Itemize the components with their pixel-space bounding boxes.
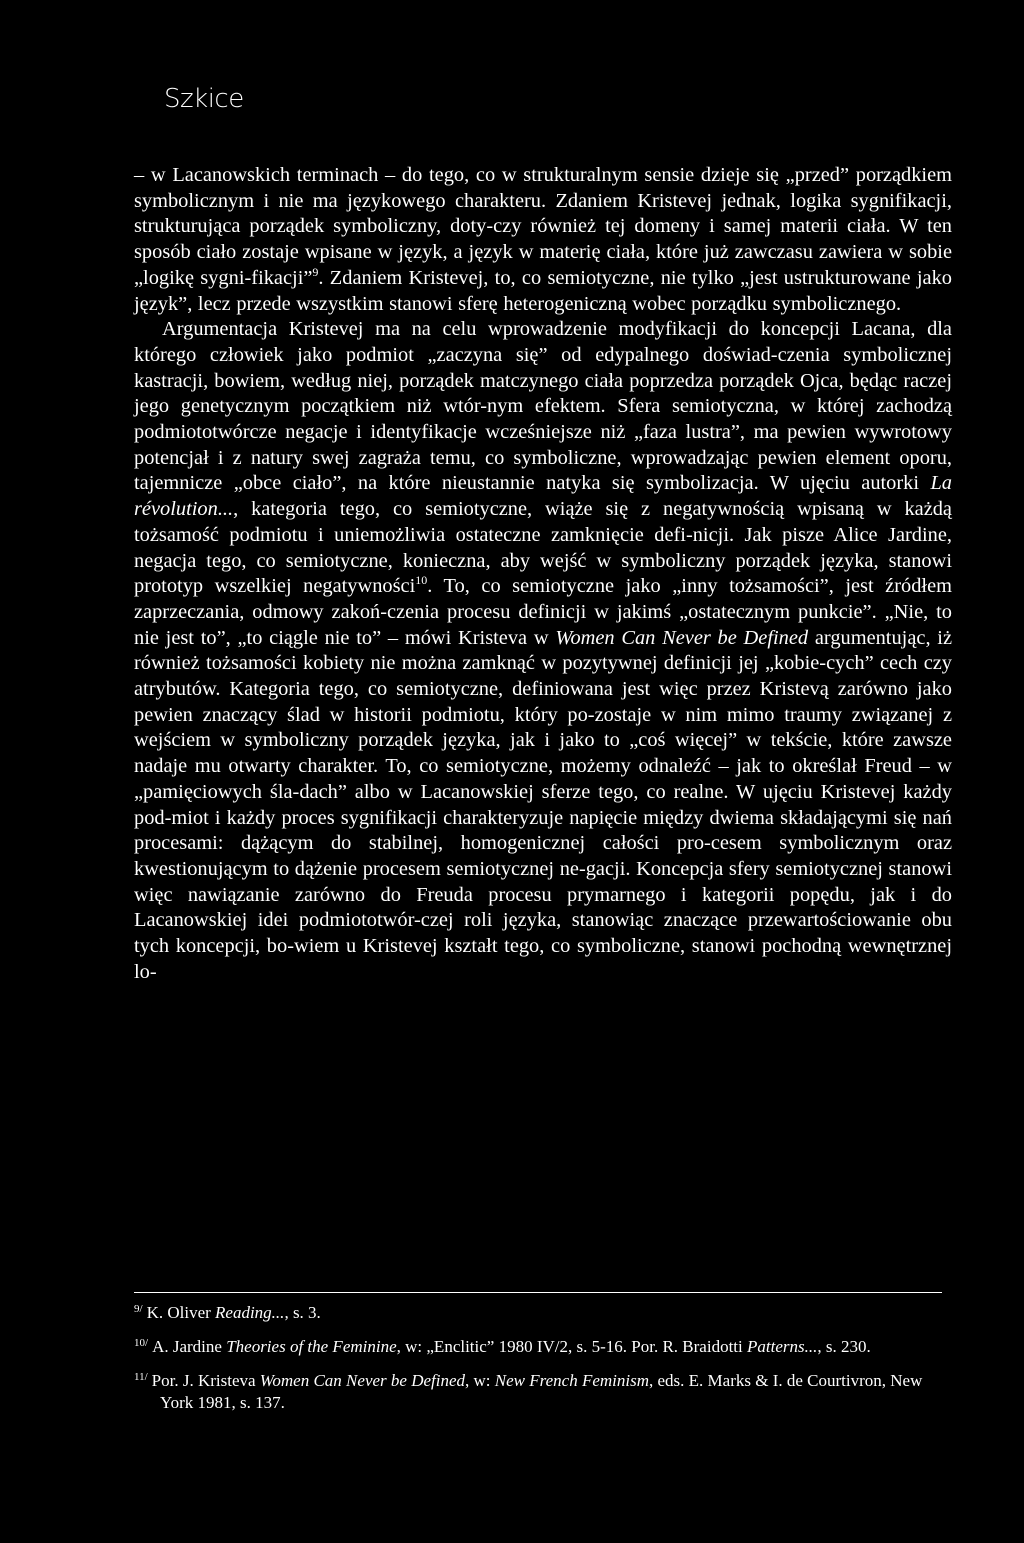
footnote-number: 9/ [134,1303,143,1315]
footnote-number: 11/ [134,1371,148,1383]
paragraph-2-title-women-can-never: Women Can Never be Defined [555,626,809,649]
paragraph-2-text-c: . To, co semiotyczne jako „inny tożsamości”, jest źródłem zaprzeczania, odmowy zakoń-czenia procesu definicji w jakimś „ostatecznym punkcie”. „Nie, to nie jest to”, „to ciągle nie to” – mówi Kristeva w [134,575,952,649]
main-text [134,163,952,986]
footnote-title: Patterns... [747,1337,818,1356]
footnote-text: , s. 230. [817,1337,871,1356]
paragraph-2-title-la-revolution: La révolution... [134,472,952,521]
footnote-text: A. Jardine [152,1337,227,1356]
footnote-text: , eds. E. Marks & I. de Courtivron, New York 1981, s. 137. [160,1371,923,1412]
paragraph-1 [134,163,952,317]
footnote-10 [134,1336,942,1358]
footnote-title: Women Can Never be Defined [259,1371,466,1390]
paragraph-2-text-b: , kategoria tego, co semiotyczne, wiąże się z negatywnością wpisaną w każdą tożsamość podmiotu i uniemożliwia ostateczne zamknięcie defi-nicji. Jak pisze Alice Jardine, negacja tego, co semiotyczne, konieczna, aby wejść w symboliczny porządek języka, stanowi prototyp wszelkiej negatywności [134,498,952,598]
footnote-text: , s. 3. [284,1303,321,1322]
footnote-text: , w: „Enclitic” 1980 IV/2, s. 5-16. Por. R. Braidotti [396,1337,747,1356]
section-title: Szkice [164,84,244,114]
paragraph-1-text-b: . Zdaniem Kristevej, to, co semiotyczne, nie tylko „jest ustrukturowane jako język”, lecz przede wszystkim stanowi sferę heterogeniczną wobec porządku symbolicznego. [134,266,952,315]
paragraph-1-text-a: – w Lacanowskich terminach – do tego, co w strukturalnym sensie dzieje się „przed” porządkiem symbolicznym i nie ma językowego charakteru. Zdaniem Kristevej jednak, logika sygnifikacji, strukturująca porządek symboliczny, doty-czy również tej domeny i samej materii ciała. W ten sposób ciało zostaje wpisane w język, a język w materię ciała, które już zawczasu zawiera w sobie „logikę sygni-fikacji” [134,164,952,289]
footnote-11 [134,1370,942,1414]
paragraph-2-text-a: Argumentacja Kristevej ma na celu wprowadzenie modyfikacji do koncepcji Lacana, dla którego człowiek jako podmiot „zaczyna się” od edypalnego doświad-czenia symbolicznej kastracji, bowiem, według niej, porządek matczynego ciała poprzedza porządek Ojca, będąc raczej jego genetycznym początkiem niż wtór-nym efektem. Sfera semiotyczna, w której zachodzą podmiototwórcze negacje i identyfikacje wcześniejsze niż „faza lustra”, ma pewien wywrotowy potencjał i z natury swej zagraża temu, co symboliczne, wprowadzając pewien element oporu, tajemnicze „obce ciało”, na które nieustannie natyka się symbolizacja. W ujęciu autorki [134,318,952,495]
footnote-divider [134,1292,942,1293]
footnote-number: 10/ [134,1337,149,1349]
footnote-title: New French Feminism [494,1371,649,1390]
paragraph-2-text-d: argumentując, iż również tożsamości kobiety nie można zamknąć w pozytywnej definicji jej „kobie-cych” cech czy atrybutów. Kategoria tego, co semiotyczne, definiowana jest więc przez Kristevą zarówno jako pewien znaczący ślad w historii podmiotu, który po-zostaje w nim mimo traumy związanej z wejściem w symboliczny porządek języka, jak i jako to „coś więcej” w tekście, które zawsze nadaje mu otwarty charakter. To, co semiotyczne, możemy odnaleźć – jak to określał Freud – w „pamięciowych śla-dach” albo w Lacanowskiej sferze tego, co realne. W ujęciu Kristevej każdy pod-miot i każdy proces sygnifikacji charakteryzuje napięcie między dwiema składającymi się nań procesami: dążącym do stabilnej, homogenicznej całości pro-cesem symbolicznym oraz kwestionującym to dążenie procesem semiotycznej ne-gacji. Koncepcja sfery semiotycznej stanowi więc nawiązanie zarówno do Freuda procesu prymarnego i kategorii popędu, jak i do Lacanowskiej idei podmiototwór-czej roli języka, stanowiąc znaczące przewartościowanie obu tych koncepcji, bo-wiem u Kristevej kształt tego, co symboliczne, stanowi pochodną wewnętrznej lo- [134,626,953,983]
footnote-ref-9[interactable]: 9 [312,264,319,279]
footnote-9 [134,1302,942,1324]
footnotes [134,1302,942,1426]
footnote-title: Reading... [215,1303,285,1322]
paragraph-2 [134,317,952,985]
footnote-title: Theories of the Feminine [226,1337,397,1356]
footnote-text: Por. J. Kristeva [151,1371,260,1390]
footnote-ref-10[interactable]: 10 [415,573,428,588]
footnote-text: , w: [465,1371,495,1390]
footnote-text: K. Oliver [146,1303,216,1322]
